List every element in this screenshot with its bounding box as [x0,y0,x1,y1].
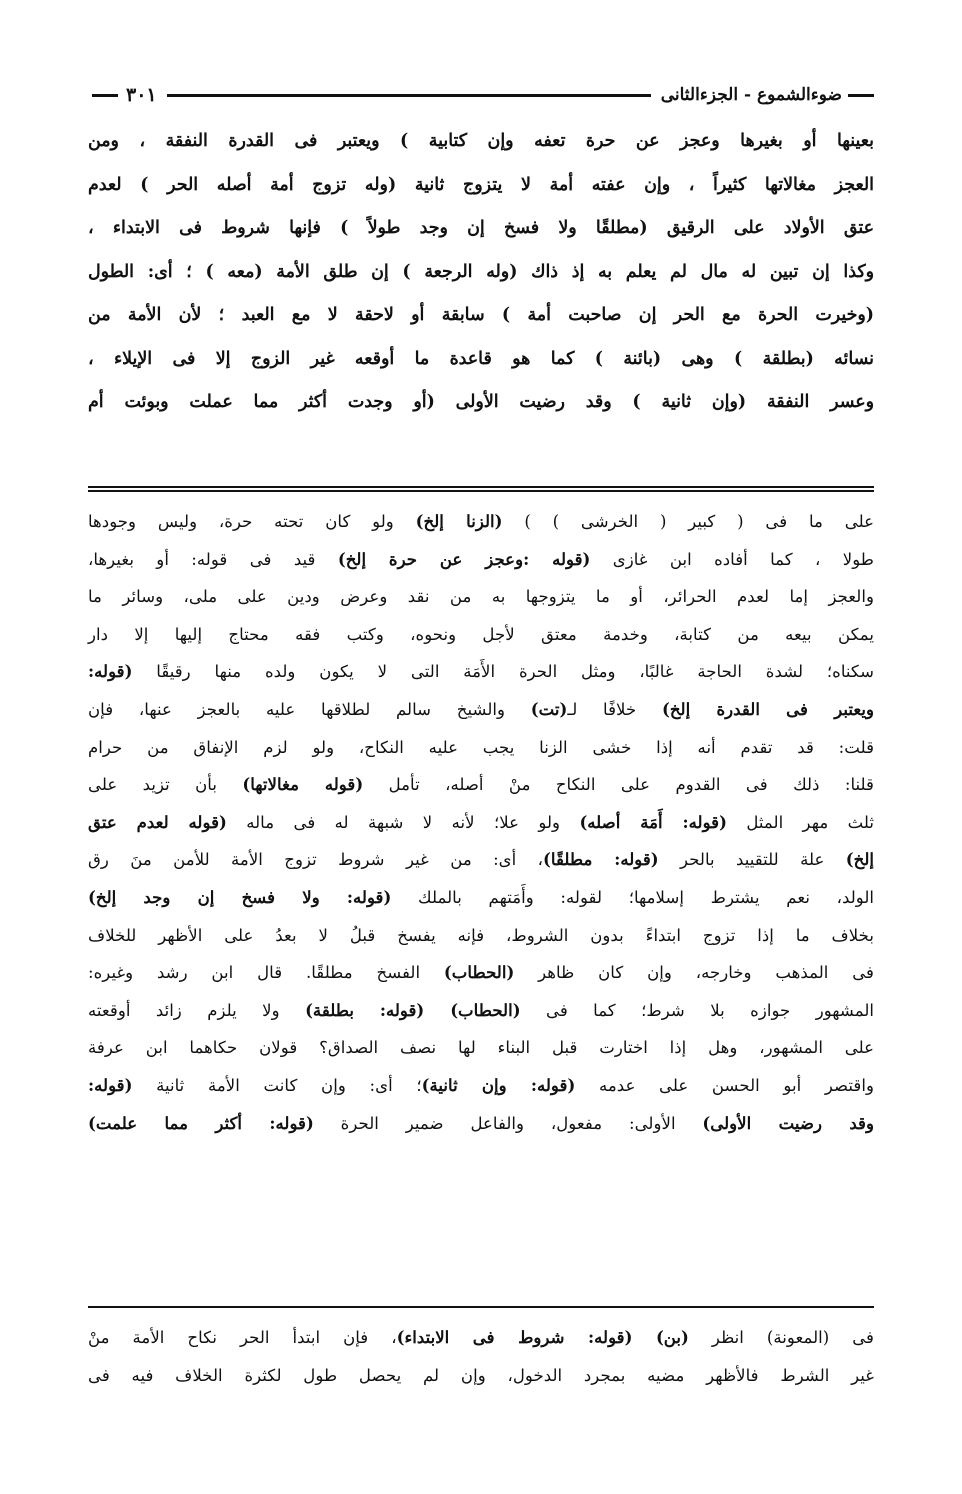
text-segment: والشيخ سالم لطلاقها عليه بالعجز عنها، فإن [88,699,531,719]
commentary-line [88,879,874,917]
commentary-line [88,1029,874,1067]
footnote-line [88,1357,874,1395]
running-header [92,78,874,112]
commentary-text [88,503,874,1142]
separator-rule-bottom [88,490,874,492]
commentary-line [88,503,874,541]
commentary-line [88,729,874,767]
text-segment: بأن تزيد على [88,775,243,795]
commentary-line [88,804,874,842]
text-segment: الفسخ مطلقًا. قال ابن رشد وغيره: [88,963,444,983]
main-text [88,120,874,425]
text-segment: ، فإن ابتدأ الحر نكاح الأمة منْ [88,1328,397,1347]
commentary-line [88,691,874,729]
bold-quote-segment: (قوله: أكثر مما علمت) [88,1112,314,1133]
main-line: وعسر النفقة (وإن ثانية ) وقد رضيت الأولى (أو وجدت أكثر مما عملت وبوئت أم [88,392,874,412]
text-segment: قيد فى قوله: أو بغيرها، [88,549,338,569]
commentary-line [88,954,874,992]
text-segment: ثلث مهر المثل [726,812,875,832]
text-segment: فى المذهب وخارجه، وإن كان ظاهر [514,963,874,983]
main-line: العجز مغالاتها كثيراً ، وإن عفته أمة لا يتزوج ثانية (وله تزوج أمة أصله الحر ) لعدم [88,174,874,195]
bold-quote-segment: إلخ) [845,849,874,870]
text-segment: فى (المعونة) انظر [688,1328,874,1347]
commentary-line [88,1105,874,1143]
bold-quote-segment: (الحطاب) [443,962,515,983]
text-segment: خلافًا لـ [567,699,662,719]
commentary-line [88,653,874,691]
bold-quote-segment: (قوله :وعجز عن حرة إلخ) [337,548,591,569]
text-segment: سكناه؛ لشدة الحاجة غالبًا، ومثل الحرة الأَمَة التى لا يكون ولده منها رقيقًا [132,662,874,682]
text-segment: على ما فى ( كبير ( الخرشى ) ) [502,512,874,531]
text-segment: ، أى: من غير شروط تزوج الأمة للأمن منَ رق [88,850,544,870]
bold-quote-segment: (تت) [530,698,568,719]
main-line: بعينها أو بغيرها وعجز عن حرة تعفه وإن كتابية ) ويعتبر فى القدرة النفقة ، ومن [88,131,874,151]
commentary-line [88,578,874,616]
header-dash-left [92,94,118,97]
header-dash-right [848,94,874,97]
bold-quote-segment: وقد رضيت الأولى) [702,1112,875,1133]
footnote-text [88,1318,874,1395]
bold-quote-segment: (قوله: مطلقًا) [543,849,659,870]
text-segment: ولو كان تحته حرة، وليس وجودها [88,512,416,531]
text-segment: ولو علا؛ لأنه لا شبهة له فى ماله [226,812,580,832]
text-segment: ؛ أى: وإن كانت الأمة ثانية [132,1075,422,1095]
bold-quote-segment: (بن) (قوله: شروط فى الابتداء) [396,1327,689,1347]
commentary-line [88,1067,874,1105]
text-segment: قلنا: ذلك فى القدوم على النكاح منْ أصله، تأمل [363,775,874,795]
bold-quote-segment: (الحطاب) (قوله: بطلقة) [305,999,521,1020]
bold-quote-segment: (الزنا إلخ) [415,511,503,531]
bold-quote-segment: (قوله: أَمَة أصله) [579,811,727,832]
commentary-line [88,917,874,955]
text-segment: علة للتقييد بالحر [658,850,846,870]
bold-quote-segment: (قوله: ولا فسخ إن وجد إلخ) [88,886,392,907]
text-segment: الولد، نعم يشترط إسلامها؛ لقوله: وأَمَتهم بالملك [391,887,875,907]
main-line: (وخيرت الحرة مع الحر إن صاحبت أمة ) سابقة أو لاحقة لا مع العبد ؛ لأن الأمة من [88,305,874,325]
page-number: ٣٠١ [126,84,157,106]
text-segment: على المشهور، وهل إذا اختارت قبل البناء لها نصف الصداق؟ قولان حكاهما ابن عرفة [88,1038,874,1058]
commentary-line [88,616,874,654]
text-segment: بخلاف ما إذا تزوج ابتداءً بدون الشروط، فإنه يفسخ قبلُ لا بعدُ على الأظهر للخلاف [88,925,874,945]
header-rule [167,94,651,97]
text-segment: غير الشرط فالأظهر مضيه بمجرد الدخول، وإن لم يحصل طول لكثرة الخلاف فيه فى [88,1366,874,1385]
commentary-line [88,841,874,879]
text-segment: المشهور جوازه بلا شرط؛ كما فى [520,1000,874,1020]
bold-quote-segment: (قوله: [88,661,133,682]
commentary-line [88,766,874,804]
text-segment: والعجز إما لعدم الحرائر، أو ما يتزوجها به من نقد وعرض ودين على ملى، وسائر ما [88,587,874,607]
bold-quote-segment: ويعتبر فى القدرة إلخ) [661,698,875,719]
separator-rule-top [88,486,874,488]
bold-quote-segment: (قوله مغالاتها) [242,774,364,795]
commentary-line [88,541,874,579]
text-segment: يمكن بيعه من كتابة، وخدمة معتق لأجل ونحوه، وكتب فقه محتاج إليها إلا دار [88,624,874,644]
main-line: عتق الأولاد على الرقيق (مطلقًا ولا فسخ إن وجد طولاً ) فإنها شروط فى الابتداء ، [88,218,874,238]
text-segment: واقتصر أبو الحسن على عدمه [575,1075,874,1095]
book-title: ضوءالشموع - الجزءالثانى [660,85,842,105]
main-line: وكذا إن تبين له مال لم يعلم به إذ ذاك (وله الرجعة ) إن طلق الأمة (معه ) ؛ أى: الطول [88,261,874,282]
footnote-line [88,1318,874,1357]
bold-quote-segment: (قوله لعدم عتق [88,811,227,832]
main-line: نسائه (بطلقة ) وهى (بائنة ) كما هو قاعدة ما أوقعه غير الزوج إلا فى الإيلاء ، [88,348,874,369]
text-segment: الأولى: مفعول، والفاعل ضمير الحرة [313,1113,703,1133]
text-segment: قلت: قد تقدم أنه إذا خشى الزنا يجب عليه النكاح، ولو لزم الإنفاق من حرام [88,737,874,757]
text-segment: طولا ، كما أفاده ابن غازى [590,549,874,569]
commentary-line [88,992,874,1030]
bold-quote-segment: (قوله: [88,1074,133,1095]
bold-quote-segment: (قوله: وإن ثانية) [421,1074,576,1095]
footnote-separator [88,1306,874,1308]
text-segment: ولا يلزم زائد أوقعته [88,1000,306,1020]
